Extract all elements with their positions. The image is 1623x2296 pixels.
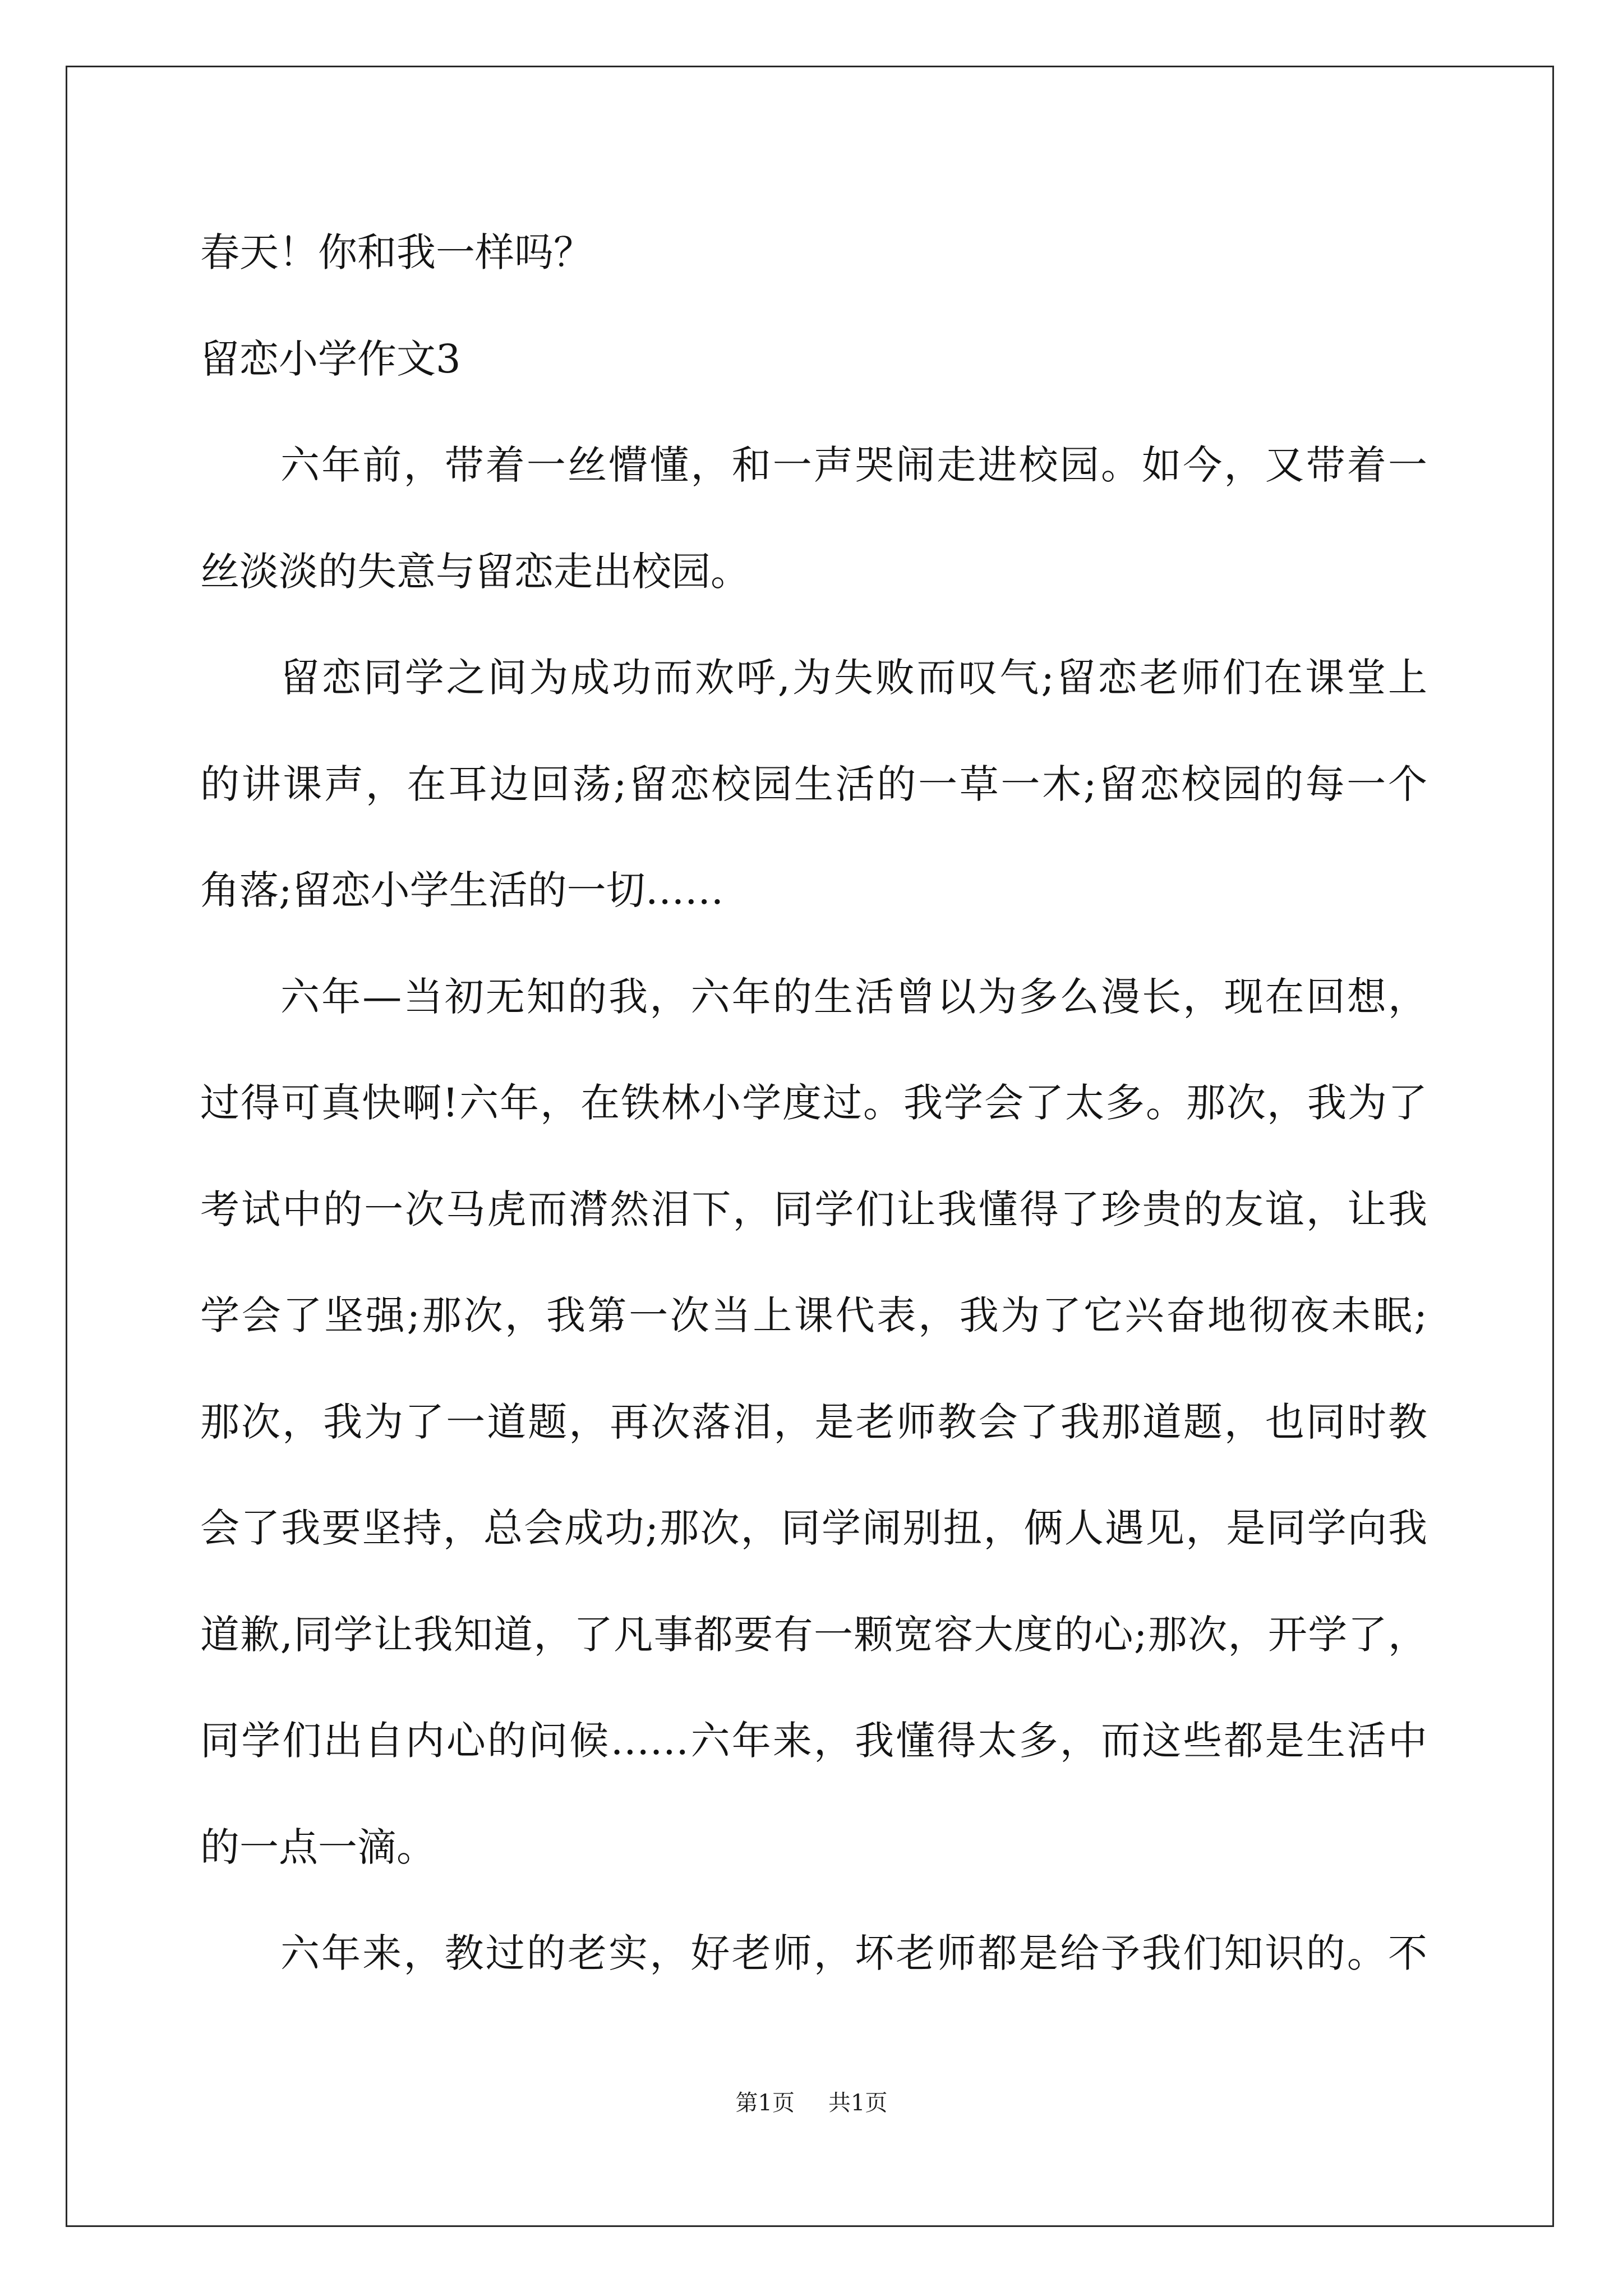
paragraph — [200, 412, 1427, 625]
text-line: 道歉,同学让我知道，了凡事都要有一颗宽容大度的心;那次，开学了， — [200, 1611, 1427, 1658]
page-total: 共1页 — [828, 2090, 888, 2116]
paragraph — [200, 1901, 1427, 2007]
page-footer — [0, 2086, 1623, 2120]
previous-text-tail: 春天！你和我一样吗？ — [200, 229, 593, 275]
page-number: 第1页 — [735, 2090, 795, 2116]
text-line: 学会了坚强;那次，我第一次当上课代表，我为了它兴奋地彻夜未眠; — [200, 1292, 1427, 1338]
text-line: 考试中的一次马虎而潸然泪下，同学们让我懂得了珍贵的友谊，让我 — [200, 1186, 1427, 1232]
document-body — [200, 200, 1427, 2007]
essay-title: 留恋小学作文3 — [200, 335, 461, 382]
paragraph — [200, 625, 1427, 944]
text-line: 的讲课声，在耳边回荡;留恋校园生活的一草一木;留恋校园的每一个 — [200, 761, 1427, 807]
text-line: 会了我要坚持，总会成功;那次，同学闹别扭，俩人遇见，是同学向我 — [200, 1505, 1427, 1551]
text-line: 的一点一滴。 — [200, 1824, 436, 1870]
text-line: 过得可真快啊!六年，在铁林小学度过。我学会了太多。那次，我为了 — [200, 1080, 1427, 1126]
text-line: 同学们出自内心的问候……六年来，我懂得太多，而这些都是生活中 — [200, 1718, 1427, 1764]
text-line: 六年前，带着一丝懵懂，和一声哭闹走进校园。如今，又带着一 — [280, 442, 1427, 488]
text-line: 留恋同学之间为成功而欢呼,为失败而叹气;留恋老师们在课堂上 — [280, 655, 1427, 701]
text-line: 角落;留恋小学生活的一切…… — [200, 867, 724, 913]
text-line: 六年来，教过的老实，好老师，坏老师都是给予我们知识的。不 — [280, 1930, 1427, 1976]
text-line: 那次，我为了一道题，再次落泪，是老师教会了我那道题，也同时教 — [200, 1398, 1427, 1445]
text-line: 丝淡淡的失意与留恋走出校园。 — [200, 548, 750, 595]
text-line: 六年—当初无知的我，六年的生活曾以为多么漫长，现在回想， — [280, 973, 1427, 1020]
paragraph — [200, 944, 1427, 1901]
